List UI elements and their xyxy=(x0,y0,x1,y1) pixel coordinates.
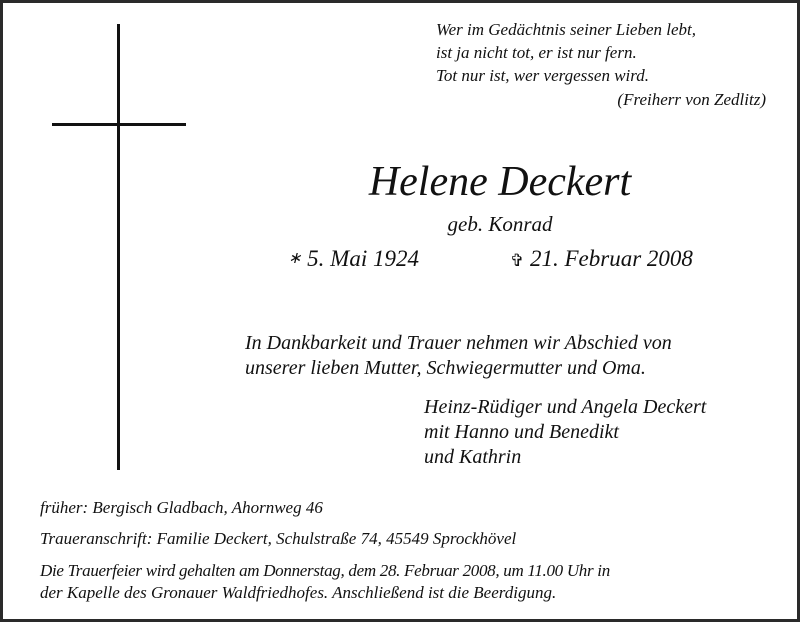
death-date: 21. Februar 2008 xyxy=(530,246,693,271)
service-line: Die Trauerfeier wird gehalten am Donnerstag, dem 28. Februar 2008, um 11.00 Uhr in xyxy=(40,561,610,580)
death-line xyxy=(510,246,693,272)
service-line: der Kapelle des Gronauer Waldfriedhofes. Anschließend ist die Beerdigung. xyxy=(40,583,557,602)
quote-line: ist ja nicht tot, er ist nur fern. xyxy=(436,43,637,62)
birth-line xyxy=(288,246,419,272)
family-line: mit Hanno und Benedikt xyxy=(424,421,619,443)
family-line: Heinz-Rüdiger und Angela Deckert xyxy=(424,396,707,418)
former-address: früher: Bergisch Gladbach, Ahornweg 46 xyxy=(40,498,323,517)
maiden-name: geb. Konrad xyxy=(447,212,553,236)
cross-icon xyxy=(117,24,120,470)
quote-line: Tot nur ist, wer vergessen wird. xyxy=(436,66,649,85)
quote-line: Wer im Gedächtnis seiner Lieben lebt, xyxy=(436,20,696,39)
mourning-address: Traueranschrift: Familie Deckert, Schulstraße 74, 45549 Sprockhövel xyxy=(40,529,517,548)
message-line: unserer lieben Mutter, Schwiegermutter und Oma. xyxy=(245,357,646,379)
message-line: In Dankbarkeit und Trauer nehmen wir Abschied von xyxy=(245,332,672,354)
family-line: und Kathrin xyxy=(424,446,522,468)
quote-attribution: (Freiherr von Zedlitz) xyxy=(617,90,766,109)
deceased-name: Helene Deckert xyxy=(368,159,632,205)
birth-star-icon: ∗ xyxy=(288,250,302,267)
death-cross-icon: ✞ xyxy=(510,251,525,270)
cross-icon-bar xyxy=(52,123,186,126)
birth-date: 5. Mai 1924 xyxy=(307,246,419,271)
